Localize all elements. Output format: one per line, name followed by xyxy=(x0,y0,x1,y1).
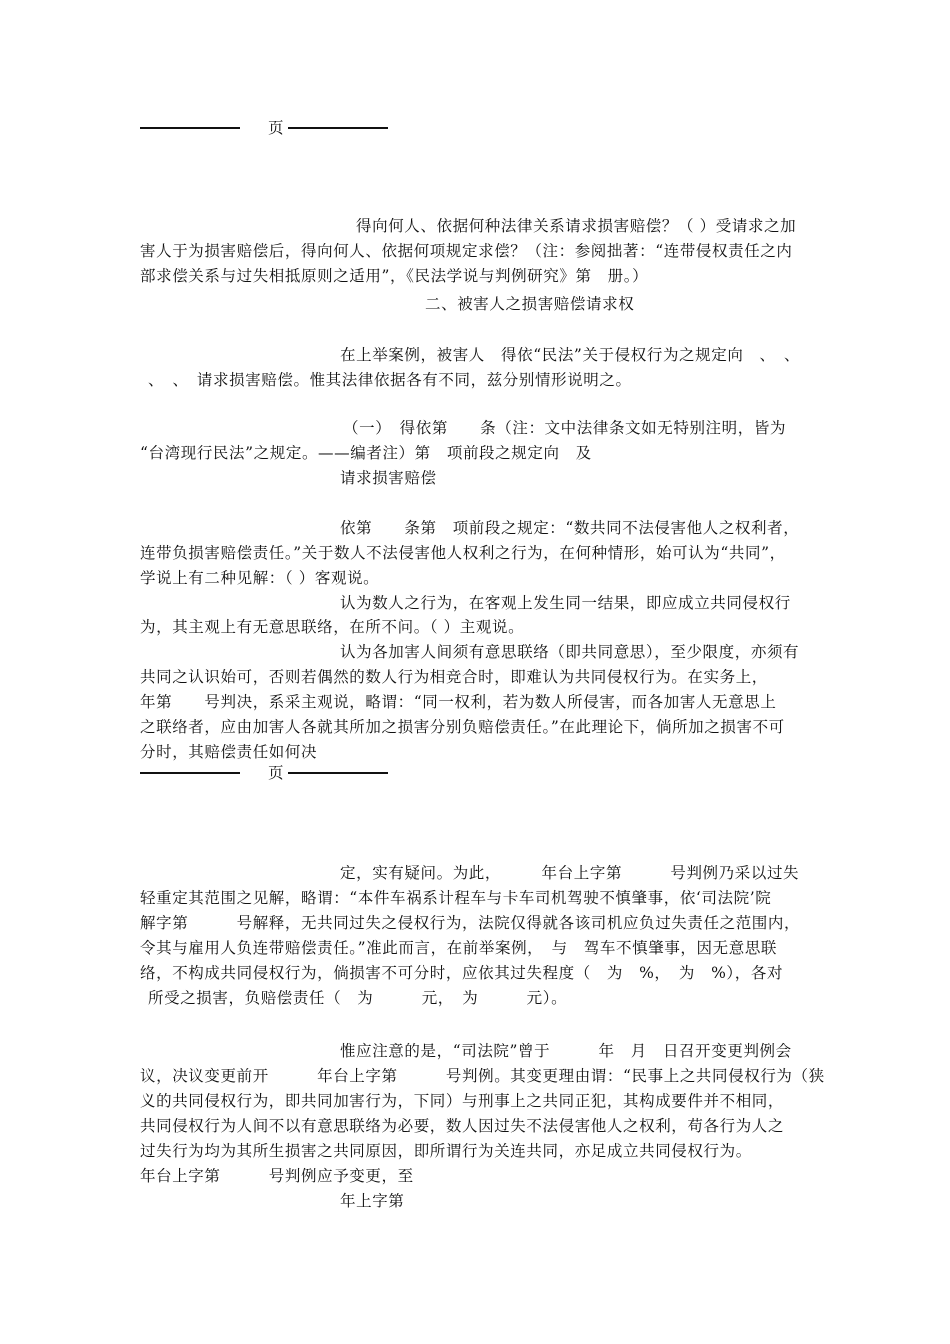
text-line: 所受之损害，负赔偿责任（ 为 元， 为 元）。 xyxy=(148,989,568,1007)
text-line: 年上字第 xyxy=(340,1192,405,1210)
text-line: 为，其主观上有无意思联络，在所不问。（ ）主观说。 xyxy=(140,618,525,636)
text-line: 在上举案例，被害人 得依“民法”关于侵权行为之规定向 、 、 xyxy=(340,346,801,364)
page-break-marker xyxy=(140,118,390,138)
text-line: 、 、 请求损害赔偿。惟其法律依据各有不同，兹分别情形说明之。 xyxy=(148,371,632,389)
text-line: 令其与雇用人负连带赔偿责任。”准此而言，在前举案例， 与 驾车不慎肇事，因无意思联 xyxy=(140,939,778,957)
text-line: 惟应注意的是，“司法院”曾于 年 月 日召开变更判例会 xyxy=(340,1042,792,1060)
text-line: 害人于为损害赔偿后，得向何人、依据何项规定求偿？（注：参阅拙著：“连带侵权责任之内 xyxy=(140,242,793,260)
text-line: 解字第 号解释，无共同过失之侵权行为，法院仅得就各该司机应负过失责任之范围内， xyxy=(140,914,801,932)
page-break-rule-right xyxy=(288,127,388,129)
text-line: 认为数人之行为，在客观上发生同一结果，即应成立共同侵权行 xyxy=(340,594,791,612)
text-line: 年台上字第 号判例应予变更，至 xyxy=(140,1167,414,1185)
text-line: 分时，其赔偿责任如何决 xyxy=(140,743,318,761)
text-line: 络，不构成共同侵权行为，倘损害不可分时，应依其过失程度（ 为 %， 为 %），各对 xyxy=(140,964,784,982)
section-heading: 二、被害人之损害赔偿请求权 xyxy=(425,295,635,313)
text-line: 年第 号判决，系采主观说，略谓：“同一权利，若为数人所侵害，而各加害人无意思上 xyxy=(140,693,777,711)
text-line: 义的共同侵权行为，即共同加害行为，下同）与刑事上之共同正犯，其构成要件并不相同， xyxy=(140,1092,785,1110)
text-line: 之联络者，应由加害人各就其所加之损害分别负赔偿责任。”在此理论下，倘所加之损害不可 xyxy=(140,718,785,736)
page-break-rule-left xyxy=(140,127,240,129)
text-line: 学说上有二种见解：（ ）客观说。 xyxy=(140,569,380,587)
page-break-marker xyxy=(140,763,390,783)
text-line: 依第 条第 项前段之规定：“数共同不法侵害他人之权利者， xyxy=(340,519,800,537)
text-line: 请求损害赔偿 xyxy=(340,469,437,487)
text-line: 共同侵权行为人间不以有意思联络为必要，数人因过失不法侵害他人之权利，苟各行为人之 xyxy=(140,1117,785,1135)
text-line: “台湾现行民法”之规定。——编者注）第 项前段之规定向 及 xyxy=(140,444,592,462)
page-break-label: 页 xyxy=(268,764,284,782)
text-line: 连带负损害赔偿责任。”关于数人不法侵害他人权利之行为，在何种情形，始可认为“共同”， xyxy=(140,544,786,562)
text-line: 得向何人、依据何种法律关系请求损害赔偿？（ ）受请求之加 xyxy=(356,217,797,235)
text-line: 过失行为均为其所生损害之共同原因，即所谓行为关连共同，亦足成立共同侵权行为。 xyxy=(140,1142,752,1160)
page-break-rule-right xyxy=(288,772,388,774)
text-line: 共同之认识始可，否则若偶然的数人行为相竞合时，即难认为共同侵权行为。在实务上， xyxy=(140,668,768,686)
text-line: 轻重定其范围之见解，略谓：“本件车祸系计程车与卡车司机驾驶不慎肇事，依‘司法院’院 xyxy=(140,889,772,907)
page-break-label: 页 xyxy=(268,119,284,137)
text-line: （一） 得依第 条（注：文中法律条文如无特别注明，皆为 xyxy=(343,419,787,437)
text-line: 议，决议变更前开 年台上字第 号判例。其变更理由谓：“民事上之共同侵权行为（狭 xyxy=(140,1067,825,1085)
text-line: 部求偿关系与过失相抵原则之适用”，《民法学说与判例研究》第 册。） xyxy=(140,267,649,285)
page-break-rule-left xyxy=(140,772,240,774)
text-line: 认为各加害人间须有意思联络（即共同意思），至少限度，亦须有 xyxy=(340,643,800,661)
text-line: 定，实有疑问。为此， 年台上字第 号判例乃采以过失 xyxy=(340,864,800,882)
